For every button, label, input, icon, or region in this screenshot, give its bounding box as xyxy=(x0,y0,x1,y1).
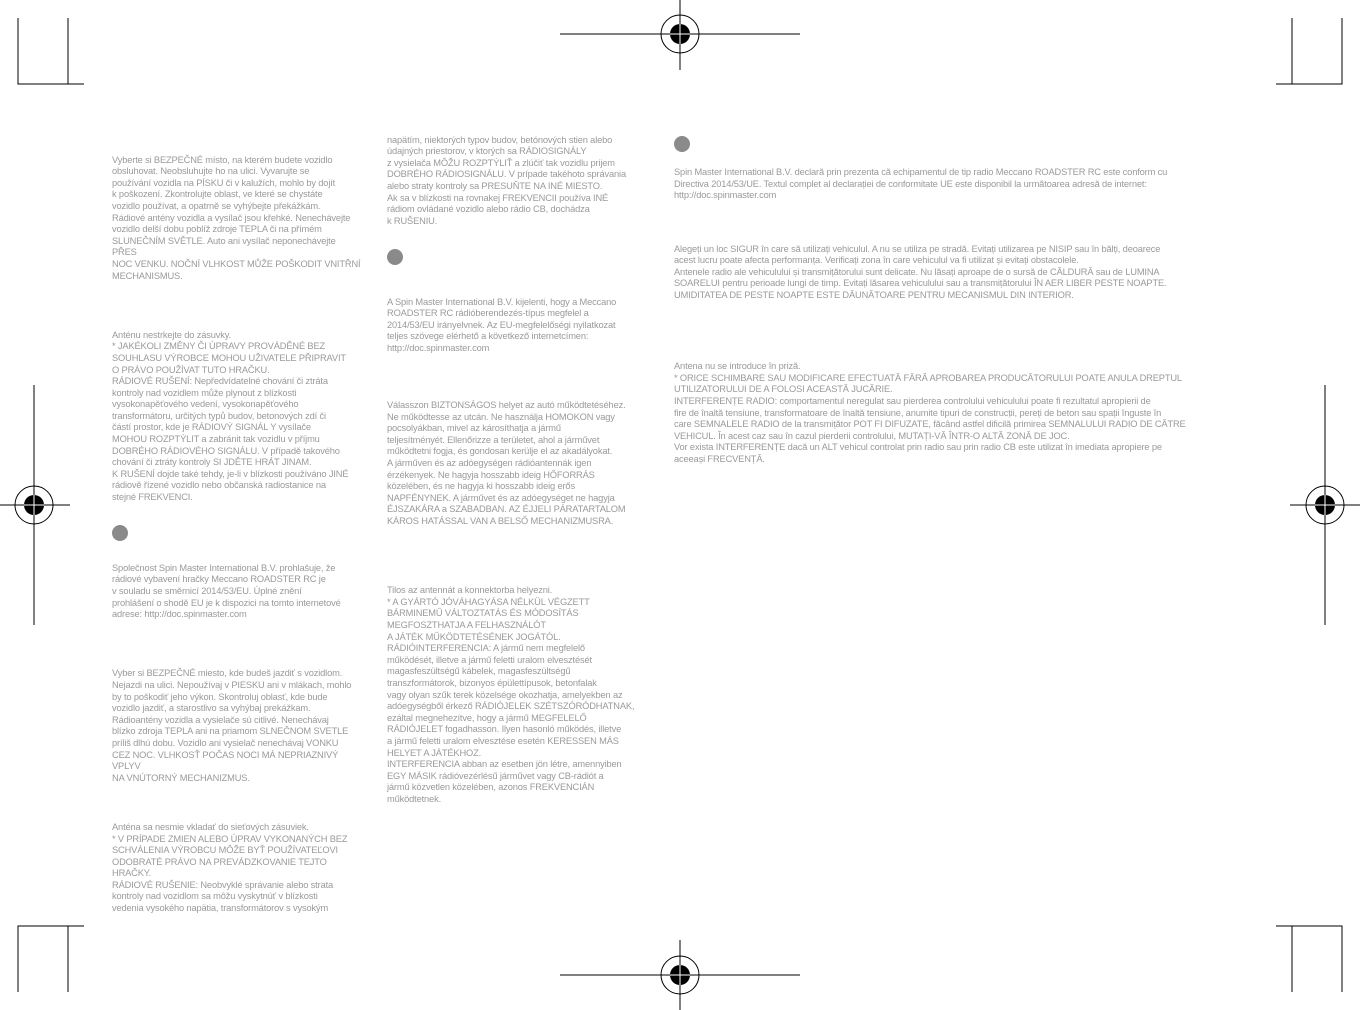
crop-mark-bottom-left xyxy=(18,926,84,992)
sk-warning-paragraph-cont: napätím, niektorých typov budov, betónových stien alebo údajných priestorov, v ktorých sa RÁDIOSIGNÁLY z vysielača MÔŽU ROZPTÝLIŤ a zlúčiť tak vozidlu prijem DOBRÉHO RÁDIOSIGNÁLU. V prípade takéhoto správania alebo straty kontroly sa PRESUŇTE NA INÉ MIESTO. Ak sa v blízkosti na rovnakej FREKVENCII používa INÉ rádiom ovládané vozidlo alebo rádio CB, dochádza k RUŠENIU. xyxy=(387,134,626,226)
crop-mark-top-left xyxy=(18,18,84,84)
section-marker-ro xyxy=(674,136,690,152)
sk-safety-paragraph: Vyber si BEZPEČNÉ miesto, kde budeš jazdiť s vozidlom. Nejazdi na ulici. Nepoužívaj v PIESKU ani v mlákach, mohlo by to poškodiť jeho výkon. Skontroluj oblasť, kde bude vozidlo jazdiť, a starostlivo sa vyhýbaj prekážkam. Rádioantény vozidla a vysielače sú citlivé. Nenechávaj blízko zdroja TEPLA ani na priamom SLNEČNOM SVETLE príliš dlhú dobu. Vozidlo ani vysielač nenechávaj VONKU CEZ NOC. VLHKOSŤ POČAS NOCI MÁ NEPRIAZNIVÝ VPLYV NA VNÚTORNÝ MECHANIZMUS. xyxy=(112,668,352,783)
section-marker-hu xyxy=(387,249,403,265)
cz-declaration-paragraph: Společnost Spin Master International B.V. prohlašuje, že rádiové vybavení hračky Meccano ROADSTER RC je v souladu se směrnicí 2014/53/EU. Úplné znění prohlášení o shodě EU je k dispozici na tomto internetové adrese: http://doc.spinmaster.com xyxy=(112,562,341,620)
text-column-1 xyxy=(112,143,362,926)
ro-warning-paragraph: Antena nu se introduce în priză. * ORICE SCHIMBARE SAU MODIFICARE EFECTUATĂ FĂRĂ APROBAREA PRODUCĂTORULUI POATE ANULA DREPTUL UTILIZATORULUI DE A FOLOSI ACEASTĂ JUCĂRIE. INTERFERENȚE RADIO: comportamentul neregulat sau pierderea controlului vehiculului poate fi rezultatul apropierii de fire de înaltă tensiune, transformatoare de înaltă tensiune, anumite tipuri de construcții, pereți de beton sau spații înguste în care SEMNALELE RADIO de la transmițător POT FI DIFUZATE, făcând astfel dificilă primirea SEMNALULUI RADIO DE CĂTRE VEHICUL. În acest caz sau în cazul pierderii controlului, MUTAȚI-VĂ ÎNTR-O ALTĂ ZONĂ DE JOC. Vor exista INTERFERENȚE dacă un ALT vehicul controlat prin radio sau prin radio CB este utilizat în imediata apropiere pe aceeași FRECVENȚĂ. xyxy=(674,361,1186,464)
text-column-3 xyxy=(674,124,1239,477)
cz-warning-paragraph: Anténu nestrkejte do zásuvky. * JAKÉKOLI ZMĚNY ČI ÚPRAVY PROVÁDĚNÉ BEZ SOUHLASU VÝROBCE MOHOU UŽIVATELE PŘIPRAVIT O PRÁVO POUŽÍVAT TUTO HRAČKU. RÁDIOVÉ RUŠENÍ: Nepředvídatelné chování či ztráta kontroly nad vozidlem může plynout z blízkosti vysokonapěťového vedení, vysokonapěťového transformátoru, určitých typů budov, betonových zdí či částí prostor, kde je RÁDIOVÝ SIGNÁL Y vysílače MOHOU ROZPTÝLIT a zabránit tak vozidlu v příjmu DOBRÉHO RÁDIOVÉHO SIGNÁLU. V případě takového chování či ztráty kontroly SI JDĚTE HRÁT JINAM. K RUŠENÍ dojde také tehdy, je-li v blízkosti používáno JINÉ rádiově řízené vozidlo nebo občanská radiostanice na stejné FREKVENCI. xyxy=(112,329,349,503)
sk-warning-paragraph: Anténa sa nesmie vkladať do sieťových zásuviek. * V PRÍPADE ZMIEN ALEBO ÚPRAV VYKONANÝCH BEZ SCHVÁLENIA VÝROBCU MÔŽE BYŤ POUŽÍVATEĽOVI ODOBRATÉ PRÁVO NA PREVÁDZKOVANIE TEJTO HRAČKY. RÁDIOVÉ RUŠENIE: Neobvyklé správanie alebo strata kontroly nad vozidlom sa môžu vyskytnúť v blízkosti vedenia vysokého napätia, transformátorov s vysokým xyxy=(112,821,348,914)
text-column-2 xyxy=(387,123,637,817)
hu-declaration-paragraph: A Spin Master International B.V. kijelenti, hogy a Meccano ROADSTER RC rádióberendezés-típus megfelel a 2014/53/EU irányelvnek. Az EU-megfelelőségi nyilatkozat teljes szövege elérhető a következő internetcímen: http://doc.spinmaster.com xyxy=(387,296,617,353)
hu-safety-paragraph: Válasszon BIZTONSÁGOS helyet az autó működtetéséhez. Ne működtesse az utcán. Ne használja HOMOKON vagy pocsolyákban, mivel az károsíthatja a jármű teljesítményét. Ellenőrizze a területet, ahol a járművet működtetni fogja, és gondosan kerülje el az akadályokat. A járműven és az adóegységen rádióantennák igen érzékenyek. Ne hagyja hosszabb ideig HŐFORRÁS közelében, és ne hagyja ki hosszabb ideig erős NAPFÉNYNEK. A járművet és az adóegységet ne hagyja ÉJSZAKÁRA a SZABADBAN. AZ ÉJJELI PÁRATARTALOM KÁROS HATÁSSAL VAN A BELSŐ MECHANIZMUSRA. xyxy=(387,400,626,527)
ro-safety-paragraph: Alegeți un loc SIGUR în care să utilizați vehiculul. A nu se utiliza pe stradă. Evitați utilizarea pe NISIP sau în bălți, deoarece acest lucru poate afecta performanța. Verificați zona în care vehiculul va fi utilizat și evitați obstacolele. Antenele radio ale vehiculului și transmițătorului sunt delicate. Nu lăsați aproape de o sursă de CĂLDURĂ sau de LUMINA SOARELUI pentru perioade lungi de timp. Evitați lăsarea vehiculului sau a transmițătorului ÎN AER LIBER PESTE NOAPTE. UMIDITATEA DE PESTE NOAPTE ESTE DĂUNĂTOARE PENTRU MECANISMUL DIN INTERIOR. xyxy=(674,243,1167,300)
crop-mark-top-right xyxy=(1276,18,1342,84)
crop-mark-bottom-right xyxy=(1276,926,1342,992)
section-marker-sk xyxy=(112,525,128,541)
ro-declaration-paragraph: Spin Master International B.V. declară prin prezenta că echipamentul de tip radio Meccano ROADSTER RC este conform cu Directiva 2014/53/UE. Textul complet al declarației de conformitate UE este disponibil la următoarea adresă de internet: http://doc.spinmaster.com xyxy=(674,167,1168,201)
hu-warning-paragraph: Tilos az antennát a konnektorba helyezni. * A GYÁRTÓ JÓVÁHAGYÁSA NÉLKÜL VÉGZETT BÁRMINEMŰ VÁLTOZTATÁS ÉS MÓDOSÍTÁS MEGFOSZTHATJA A FELHASZNÁLÓT A JÁTÉK MŰKÖDTETÉSÉNEK JOGÁTÓL. RÁDIÓINTERFERENCIA: A jármű nem megfelelő működését, illetve a jármű feletti uralom elvesztését magasfeszültségű kábelek, magasfeszültségű transzformátorok, bizonyos épülettípusok, betonfalak vagy olyan szűk terek közelsége okozhatja, amelyekben az adóegységből érkező RÁDIÓJELEK SZÉTSZÓRÓDHATNAK, ezáltal megnehezítve, hogy a jármű MEGFELELŐ RÁDIÓJELET fogadhasson. Ilyen hasonló működés, illetve a jármű feletti uralom elvesztése esetén KERESSEN MÁS HELYET A JÁTÉKHOZ. INTERFERENCIA abban az esetben jön létre, amennyiben EGY MÁSIK rádióvezérlésű járművet vagy CB-rádiót a jármű közvetlen közelében, azonos FREKVENCIÁN működtetnek. xyxy=(387,585,635,804)
cz-safety-paragraph: Vyberte si BEZPEČNÉ místo, na kterém budete vozidlo obsluhovat. Neobsluhujte ho na ulici. Vyvarujte se používání vozidla na PÍSKU či v kalužích, mohlo by dojít k poškození. Zkontrolujte oblast, ve které se chystáte vozidlo používat, a opatrně se vyhýbejte překážkám. Rádiové antény vozidla a vysílač jsou křehké. Nenechávejte vozidlo delší dobu poblíž zdroje TEPLA či na přímém SLUNEČNÍM SVĚTLE. Auto ani vysílač neponechávejte PŘES NOC VENKU. NOČNÍ VLHKOST MŮŽE POŠKODIT VNITŘNÍ MECHANISMUS. xyxy=(112,154,361,281)
